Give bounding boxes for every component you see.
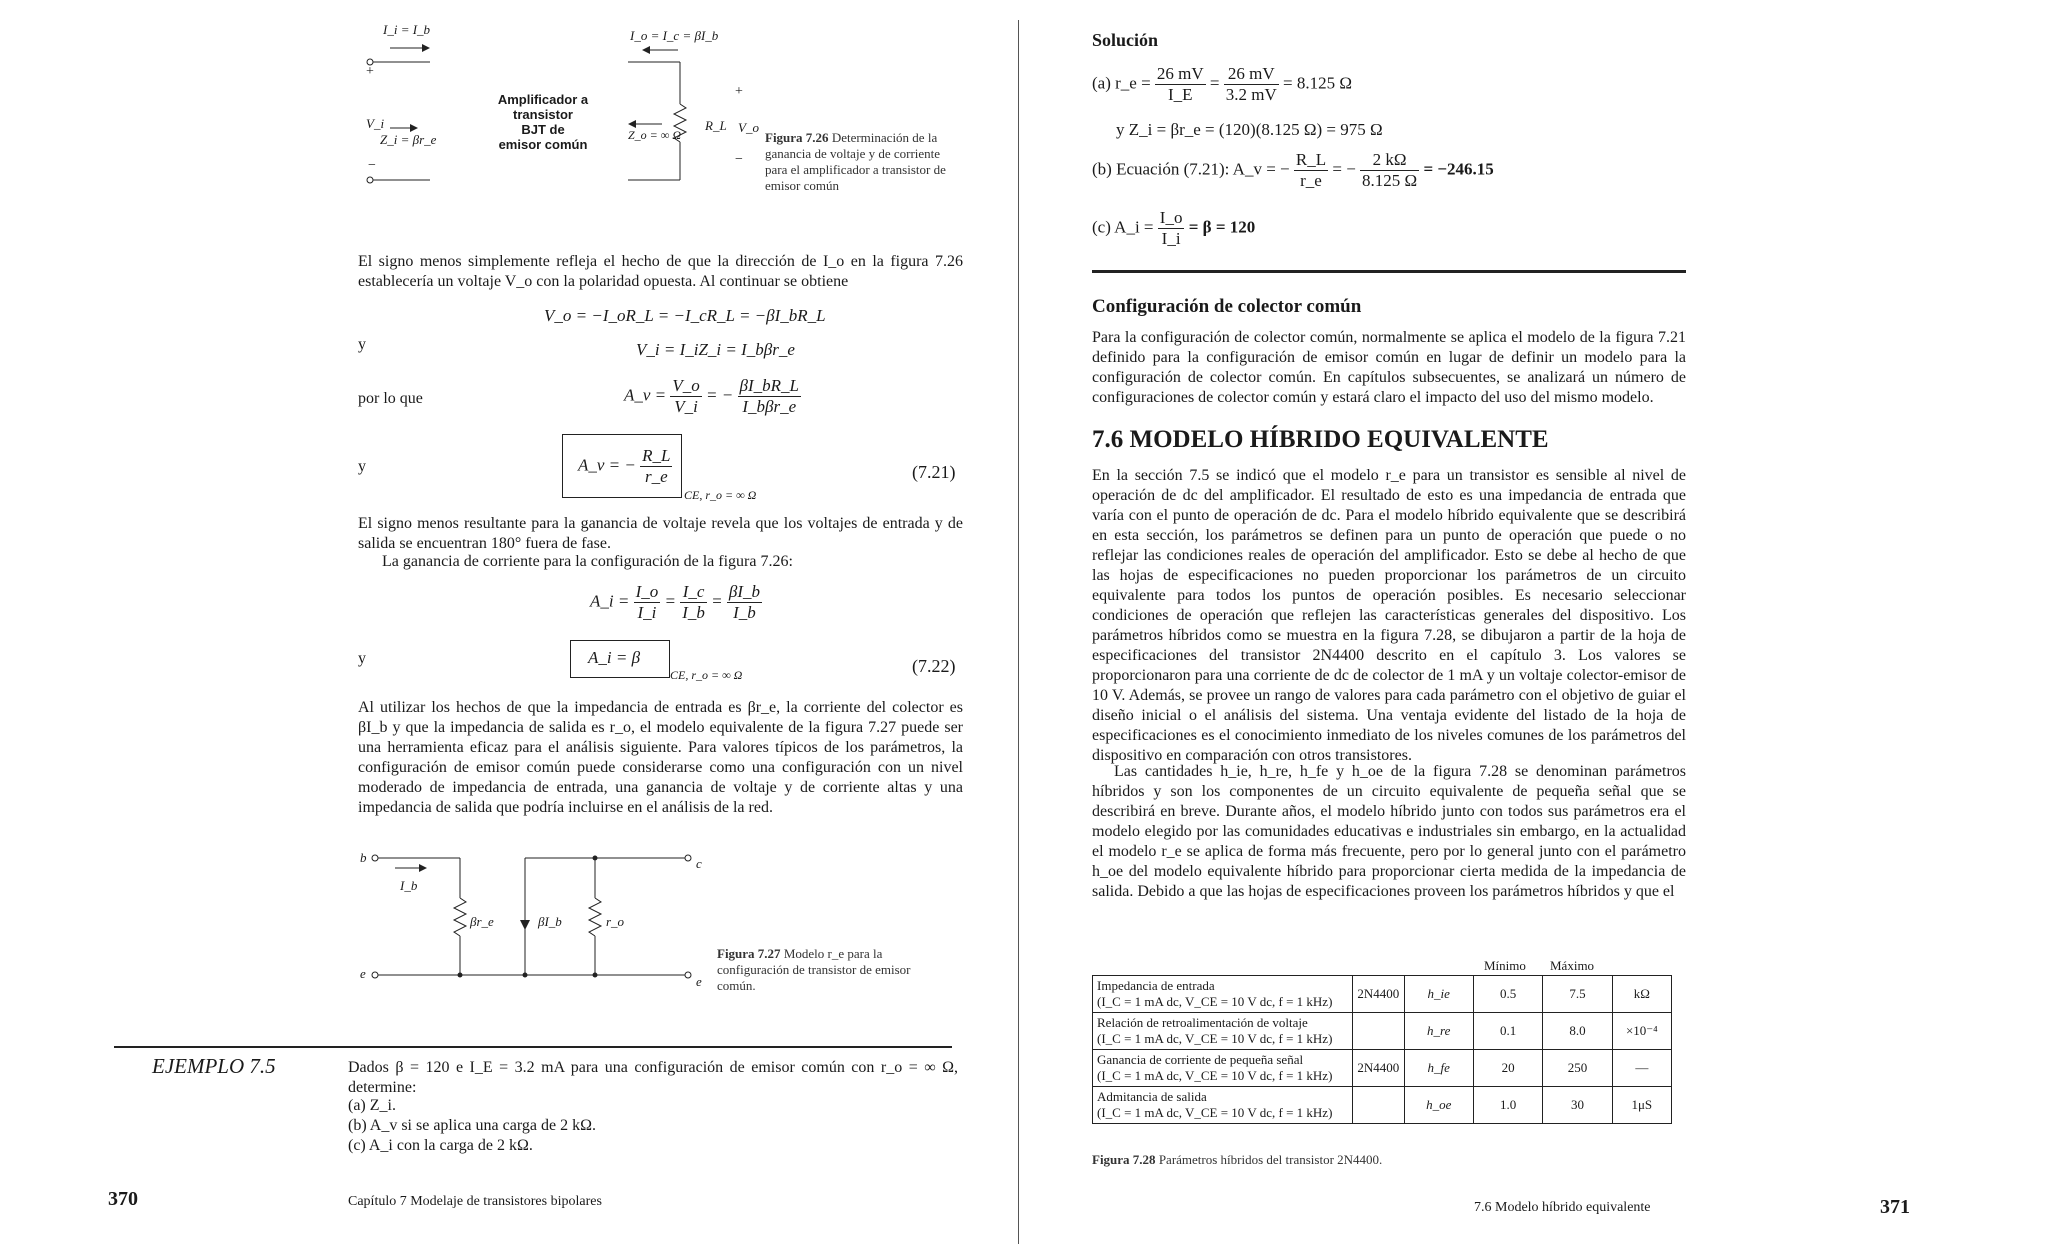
eq-vi: V_i = I_iZ_i = I_bβr_e — [636, 340, 795, 359]
y-label-2: y — [358, 458, 366, 475]
sb-frac-1 — [1294, 150, 1328, 191]
frac2-num: βI_bR_L — [739, 376, 799, 395]
fig727-bib-label: βI_b — [538, 914, 562, 929]
eq-7-22: A_i = β — [588, 648, 641, 667]
table-cell-param — [1093, 1087, 1353, 1124]
por-lo-que: por lo que — [358, 390, 423, 407]
table-row — [1093, 1050, 1672, 1087]
fig726-caption-text: Determinación de la ganancia de voltaje y de corriente para el amplificador a transistor de emisor común — [765, 130, 946, 193]
amp-line-2: transistor — [513, 107, 573, 122]
fig727-ro-label: r_o — [606, 914, 625, 929]
paragraph-common-collector: Para la configuración de colector común, normalmente se aplica el modelo de la figura 7.21 definido para la configuración de emisor común en lugar de definir un modelo para la configuración de colector común. En capítulos subsecuentes, se analizará un número de configuraciones de colector común y estará claro el impacto del uso del mismo modelo. — [1092, 329, 1686, 406]
table-cell-symbol: h_re — [1404, 1013, 1473, 1050]
fig728-caption-text: Parámetros híbridos del transistor 2N4400. — [1158, 1152, 1383, 1167]
solution-c — [1092, 208, 1255, 249]
table-header-max: Máximo — [1550, 958, 1595, 973]
table-cell-device: 2N4400 — [1353, 1050, 1404, 1087]
table-cell-device — [1353, 1087, 1404, 1124]
sa-frac1-num: 26 mV — [1156, 64, 1204, 83]
table-cell-unit: kΩ — [1612, 976, 1671, 1013]
sa-frac2-num: 26 mV — [1224, 64, 1279, 85]
ai-frac2-den: I_b — [682, 603, 705, 622]
ai-frac1-den: I_i — [637, 603, 657, 622]
solution-a-zi: y Z_i = βr_e = (120)(8.125 Ω) = 975 Ω — [1116, 120, 1383, 139]
fig726-zi-label: Z_i = βr_e — [380, 132, 437, 147]
sb-result: = −246.15 — [1423, 159, 1494, 179]
fig728-caption-num: Figura 7.28 — [1092, 1152, 1156, 1167]
fig727-b-label: b — [360, 850, 367, 865]
table-cell-symbol: h_ie — [1404, 976, 1473, 1013]
sb-frac2-den: 8.125 Ω — [1362, 171, 1418, 190]
eq-av-frac-2 — [738, 376, 801, 417]
page-number-left: 370 — [108, 1188, 138, 1210]
eq721-lhs: A_v = − — [578, 455, 636, 475]
fig726-minus-out: − — [735, 152, 743, 167]
y-label-3: y — [358, 650, 366, 667]
ai-frac1-num: I_o — [635, 582, 659, 601]
table-cell-unit: ×10⁻⁴ — [1612, 1013, 1671, 1050]
table-cell-max: 30 — [1543, 1087, 1612, 1124]
eq-vo: V_o = −I_oR_L = −I_cR_L = −βI_bR_L — [544, 306, 826, 325]
param-name: Impedancia de entrada — [1097, 978, 1215, 993]
fig727-ib-label: I_b — [400, 878, 418, 893]
sa-frac-1 — [1155, 64, 1206, 105]
eq-ai-frac-3 — [727, 582, 762, 623]
table-cell-param — [1093, 976, 1353, 1013]
fig726-vi-label: V_i — [366, 116, 385, 131]
param-name: Ganancia de corriente de pequeña señal — [1097, 1052, 1304, 1067]
table-cell-max: 8.0 — [1543, 1013, 1612, 1050]
fig727-bre-label: βr_e — [470, 914, 494, 929]
table-cell-min: 1.0 — [1473, 1087, 1542, 1124]
paragraph-7-6-a: En la sección 7.5 se indicó que el modelo r_e para un transistor es sensible al nivel de operación de dc del amplificador. El resultado de esto es una impedancia de entrada que varía con el punto de operación de dc. Para el modelo híbrido equivalente que se describirá en esta sección, los parámetros se definen para un punto de operación que puede o no reflejar las condiciones reales de operación del amplificador. Esto se debe al hecho de que las hojas de especificaciones no pueden proporcionar los parámetros de un circuito equivalente para todos los puntos de operación posibles. Es necesario seleccionar condiciones de operación que reflejen las características generales del dispositivo. Los parámetros híbridos como se muestra en la figura 7.28, se dibujaron a partir de la hoja de especificaciones del transistor 2N4400 descrito en el capítulo 3. Los valores se proporcionaron para una corriente de dc de colector de 1 mA y un voltaje colector-emisor de 10 V. Además, se provee un rango de valores para cada parámetro con el objetivo de guiar el diseño inicial o el análisis del sistema. Una ventaja evidente del listado de la hoja de especificaciones es el conocimiento inmediato de los niveles comunes de los parámetros del dispositivo en comparación con otros transistores. — [1092, 467, 1686, 764]
eq-number-7-21: (7.21) — [912, 462, 956, 482]
param-cond: (I_C = 1 mA dc, V_CE = 10 V dc, f = 1 kHz) — [1097, 994, 1333, 1009]
param-name: Admitancia de salida — [1097, 1089, 1207, 1104]
sc-frac — [1158, 208, 1185, 249]
footer-left: Capítulo 7 Modelaje de transistores bipolares — [348, 1194, 602, 1209]
table-cell-symbol: h_oe — [1404, 1087, 1473, 1124]
sb-frac1-den: r_e — [1300, 171, 1322, 190]
paragraph-1: El signo menos simplemente refleja el hecho de que la dirección de I_o en la figura 7.26 establecería un voltaje V_o con la polaridad opuesta. Al continuar se obtiene — [358, 253, 963, 290]
table-cell-max: 250 — [1543, 1050, 1612, 1087]
param-cond: (I_C = 1 mA dc, V_CE = 10 V dc, f = 1 kHz) — [1097, 1068, 1333, 1083]
section-heading-common-collector: Configuración de colector común — [1092, 296, 1362, 317]
sa-frac2-den: 3.2 mV — [1225, 85, 1277, 104]
sa-result: = 8.125 Ω — [1283, 73, 1352, 93]
fig726-io-label: I_o = I_c = βI_b — [630, 28, 719, 43]
sb-frac2-num: 2 kΩ — [1360, 150, 1419, 171]
fig727-c-label: c — [696, 856, 702, 871]
paragraph-2: El signo menos resultante para la ganancia de voltaje revela que los voltajes de entrada y de salida se encuentran 180° fuera de fase. — [358, 515, 963, 552]
fig726-minus-in: − — [368, 158, 376, 173]
sb-label: (b) Ecuación (7.21): A_v = − — [1092, 159, 1290, 179]
table-cell-min: 20 — [1473, 1050, 1542, 1087]
table-cell-min: 0.5 — [1473, 976, 1542, 1013]
eq721-den: r_e — [644, 467, 668, 486]
table-cell-max: 7.5 — [1543, 976, 1612, 1013]
fig727-caption-num: Figura 7.27 — [717, 946, 781, 961]
eq722-subscript: CE, r_o = ∞ Ω — [670, 668, 743, 682]
paragraph-7-6-b: Las cantidades h_ie, h_re, h_fe y h_oe de la figura 7.28 se denominan parámetros híbridos y son los componentes de un circuito equivalente de pequeña señal que se describirá en breve. Durante años, el modelo híbrido junto con todos sus parámetros era el modelo elegido por las comunidades educativas e industriales sin embargo, en la actualidad el modelo r_e se aplica de forma más frecuente, pero por lo general junto con el parámetro h_oe del modelo equivalente híbrido para proporcionar cierta medida de la impedancia de salida. Debido a que las hojas de especificaciones proveen los parámetros híbridos y que el — [1092, 763, 1686, 900]
eq-7-21 — [578, 446, 672, 487]
solution-divider — [1092, 270, 1686, 273]
amp-line-1: Amplificador a — [497, 92, 589, 107]
fig726-rl-label: R_L — [705, 118, 727, 133]
footer-right: 7.6 Modelo híbrido equivalente — [1474, 1200, 1651, 1215]
table-row — [1093, 976, 1672, 1013]
amp-line-3: BJT de — [521, 122, 565, 137]
table-cell-min: 0.1 — [1473, 1013, 1542, 1050]
example-item-c: (c) A_i con la carga de 2 kΩ. — [348, 1137, 533, 1154]
fig728-caption — [1092, 1152, 1382, 1168]
sc-result: = β = 120 — [1188, 217, 1256, 237]
eq-ai-frac-2 — [680, 582, 707, 623]
eq721-num: R_L — [642, 446, 671, 465]
fig726-amplifier-block — [488, 92, 598, 152]
fig726-caption-num: Figura 7.26 — [765, 130, 829, 145]
example-item-a: (a) Z_i. — [348, 1097, 396, 1114]
sa-frac-2 — [1224, 64, 1279, 105]
solution-a: (a) r_e = $\frac{26 mV}{I\_E}$ = $\frac{26 mV}{3.2 mV}$ = 8.125 Ω — [1092, 64, 1352, 104]
amp-line-4: emisor común — [498, 137, 588, 152]
frac1-den: V_i — [674, 397, 698, 416]
eq-av-lhs: A_v = — [624, 385, 667, 405]
table-cell-unit: — — [1612, 1050, 1671, 1087]
paragraph-4: Al utilizar los hechos de que la impedancia de entrada es βr_e, la corriente del colector es βI_b y que la impedancia de salida es r_o, el modelo equivalente de la figura 7.27 puede ser una herramienta eficaz para el análisis siguiente. Para valores típicos de los parámetros, la configuración de emisor común puede considerarse como una configuración con un nivel moderado de impedancia de entrada, una ganancia de voltaje y de corriente altas y una impedancia de salida que podría incluirse en el análisis de la red. — [358, 699, 963, 816]
fig726-ii-label: I_i = I_b — [383, 22, 431, 37]
eq-ai-derivation: A_i = $\frac{I\_o}{I\_i}$ = $\frac{I\_c}{I\_b}$ = $\frac{\beta I\_b}{I\_b}$ — [590, 582, 761, 622]
eq-av-derivation: A_v = $\frac{V\_o}{V\_i}$ = − $\frac{\beta I\_bR\_L}{\text{I\_bβr\_e}}$ — [624, 376, 799, 416]
frac1-num: V_o — [672, 376, 700, 395]
ai-frac3-den: I_b — [733, 603, 756, 622]
fig726-zo-label: Z_o = ∞ Ω — [628, 128, 682, 142]
eq721-subscript: CE, r_o = ∞ Ω — [684, 488, 757, 502]
page-number-right: 371 — [1880, 1196, 1910, 1218]
solution-heading: Solución — [1092, 30, 1159, 50]
table-cell-symbol: h_fe — [1404, 1050, 1473, 1087]
table-cell-device — [1353, 1013, 1404, 1050]
ai-frac3-num: βI_b — [728, 582, 761, 601]
table-cell-unit: 1μS — [1612, 1087, 1671, 1124]
sc-num: I_o — [1159, 208, 1183, 227]
eq-number-7-22: (7.22) — [912, 656, 956, 676]
fig726-plus-in: + — [366, 64, 374, 79]
fig727-e-label-right: e — [696, 974, 702, 989]
table-cell-param — [1093, 1050, 1353, 1087]
eq721-frac — [640, 446, 672, 487]
example-divider — [114, 1046, 952, 1048]
example-text: Dados β = 120 e I_E = 3.2 mA para una configuración de emisor común con r_o = ∞ Ω, determine: — [348, 1059, 958, 1096]
page-spine — [1018, 20, 1019, 1244]
param-cond: (I_C = 1 mA dc, V_CE = 10 V dc, f = 1 kHz) — [1097, 1105, 1333, 1120]
table-row — [1093, 1087, 1672, 1124]
fig727-e-label-left: e — [360, 966, 366, 981]
fig726-caption — [765, 130, 965, 194]
sa-frac1-den: I_E — [1168, 85, 1193, 104]
sa-label: (a) r_e = — [1092, 73, 1151, 93]
figure-7-27-diagram — [355, 850, 705, 995]
frac2-den: I_bβr_e — [742, 397, 797, 416]
sb-frac-2 — [1360, 150, 1419, 191]
table-cell-param — [1093, 1013, 1353, 1050]
ai-frac2-num: I_c — [680, 582, 707, 603]
section-heading-7-6: 7.6 MODELO HÍBRIDO EQUIVALENTE — [1092, 426, 1549, 453]
fig727-caption — [717, 946, 917, 994]
table-row — [1093, 1013, 1672, 1050]
hybrid-parameters-table — [1092, 975, 1672, 1124]
example-item-b: (b) A_v si se aplica una carga de 2 kΩ. — [348, 1117, 596, 1134]
eq-ai-lhs: A_i = — [590, 591, 630, 611]
eq-ai-frac-1 — [634, 582, 661, 623]
sc-den: I_i — [1161, 229, 1181, 248]
paragraph-3: La ganancia de corriente para la configuración de la figura 7.26: — [382, 553, 793, 570]
param-cond: (I_C = 1 mA dc, V_CE = 10 V dc, f = 1 kHz) — [1097, 1031, 1333, 1046]
table-header-min: Mínimo — [1484, 958, 1526, 973]
example-label: EJEMPLO 7.5 — [152, 1054, 276, 1078]
table-cell-device: 2N4400 — [1353, 976, 1404, 1013]
fig726-vo-label: V_o — [738, 120, 759, 135]
fig727-caption-text: Modelo r_e para la configuración de transistor de emisor común. — [717, 946, 911, 993]
y-label-1: y — [358, 336, 366, 353]
fig726-plus-out: + — [735, 84, 743, 99]
solution-b: (b) Ecuación (7.21): A_v = − $\frac{R\_L}{r\_e}$ = − $\frac{2 k\Omega}{8.125 \Omega}$ = −246.15 — [1092, 150, 1494, 190]
param-name: Relación de retroalimentación de voltaje — [1097, 1015, 1308, 1030]
eq-av-frac-1 — [670, 376, 701, 417]
sc-label: (c) A_i = — [1092, 217, 1154, 237]
sb-frac1-num: R_L — [1295, 150, 1327, 169]
